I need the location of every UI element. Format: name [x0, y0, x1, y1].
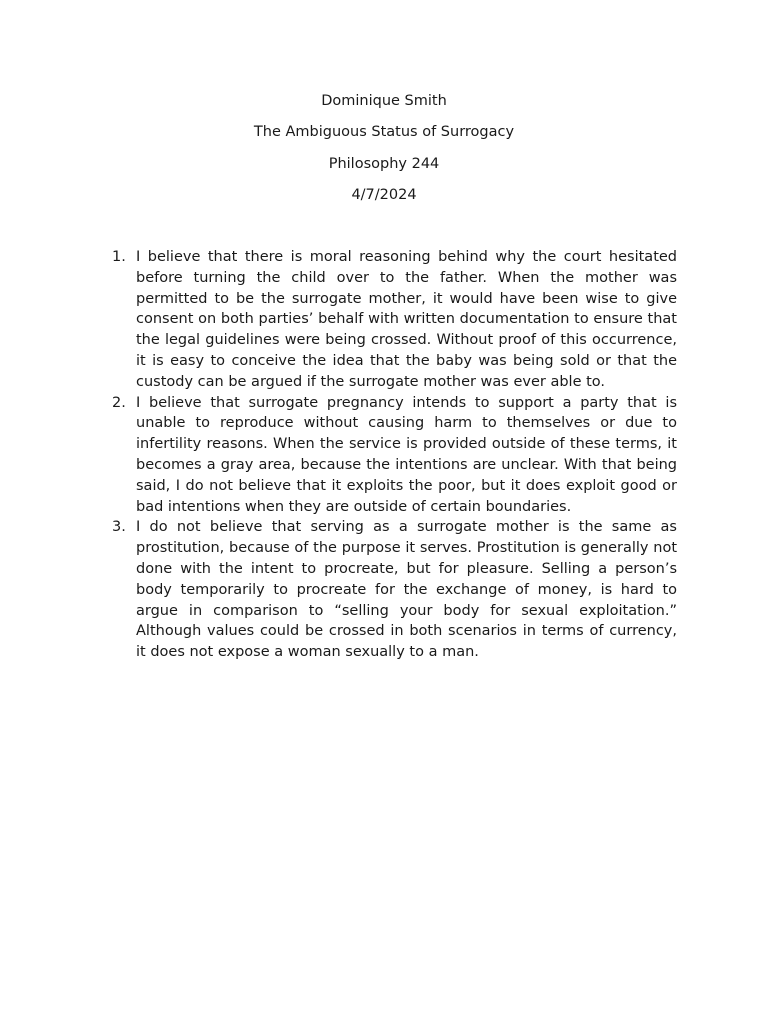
list-item [112, 517, 677, 663]
author-name: Dominique Smith [321, 93, 447, 109]
list-item-number: 2. [112, 394, 126, 411]
course-name: Philosophy 244 [328, 155, 440, 172]
list-item [112, 247, 677, 393]
list-item-text: I do not believe that serving as a surrogate mother is the same as prostitution, because of the purpose it serves. Prostitution is generally not done with the intent to procreate, but for pleasure. Selling a person’s body temporarily to procreate for the exchange of money, is hard to argue in comparison to “selling your body for sexual exploitation.” Although values could be crossed in both scenarios in terms of currency, it does not expose a woman sexually to a man. [136, 519, 677, 661]
paper-date: 4/7/2024 [351, 186, 417, 203]
paper-title: The Ambiguous Status of Surrogacy [253, 124, 515, 141]
list-item-text: I believe that there is moral reasoning behind why the court hesitated before turning the child over to the father. When the mother was permitted to be the surrogate mother, it would have been wise to give consent on both parties’ behalf with written documentation to ensure that the legal guidelines were being crossed. Without proof of this occurrence, it is easy to conceive the idea that the baby was being sold or that the custody can be argued if the surrogate mother was ever able to. [136, 249, 677, 390]
document-header [0, 90, 768, 215]
answer-list [112, 247, 677, 663]
list-item-number: 3. [112, 519, 126, 536]
list-item [112, 393, 677, 518]
list-item-text: I believe that surrogate pregnancy intends to support a party that is unable to reproduce without causing harm to themselves or due to infertility reasons. When the service is provided outside of these terms, it becomes a gray area, because the intentions are unclear. With that being said, I do not believe that it exploits the poor, but it does exploit good or bad intentions when they are outside of certain boundaries. [136, 394, 677, 515]
list-item-number: 1. [112, 249, 126, 265]
